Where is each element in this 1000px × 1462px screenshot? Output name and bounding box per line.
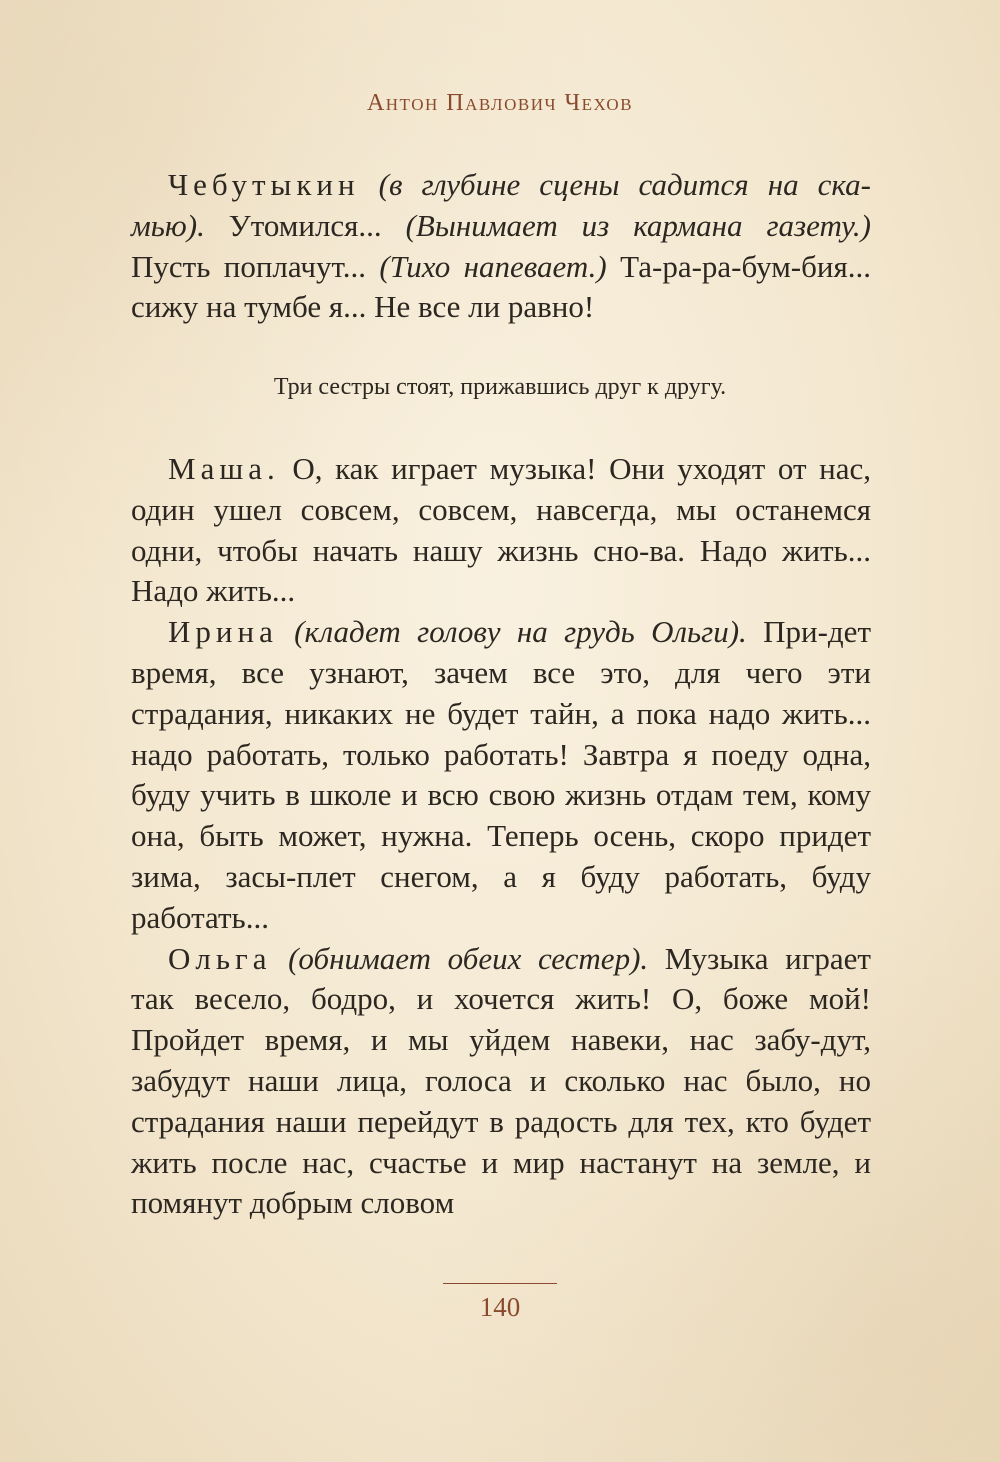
running-header: Антон Павлович Чехов: [366, 90, 634, 116]
speaker-name: Маша.: [168, 451, 280, 486]
paragraph-olga: [131, 939, 871, 1225]
paragraph-masha: [131, 449, 871, 612]
speech-text: Музыка играет так весело, бодро, и хочется жить! О, боже мой! Пройдет время, и мы уйдем навеки, нас забу-дут, забудут наши лица, голоса и сколько нас было, но страдания наши перейдут в радость для тех, кто будет жить после нас, счастье и мир настанут на земле, и помянут добрым словом: [131, 940, 871, 1221]
stage-remark: (кладет голову на грудь Ольги).: [277, 614, 747, 650]
speech-text: Пусть поплачут...: [131, 248, 380, 284]
stage-remark: (в глубине сцены садится на ска-мью).: [131, 167, 871, 243]
folio-divider: [443, 1283, 557, 1284]
speech-text: Утомился...: [204, 207, 406, 243]
stage-remark: (Вынимает из кармана газету.): [405, 207, 871, 243]
page-number: 140: [479, 1292, 521, 1322]
speaker-name: Ирина: [168, 614, 278, 650]
paragraph-chebutykin: [131, 165, 871, 328]
speech-text: При-дет время, все узнают, зачем все это, для чего эти страдания, никаких не будет тайн, а пока надо жить... надо работать, только работать! Завтра я поеду одна, буду учить в школе и всю свою жизнь отдам тем, кому она, быть может, нужна. Теперь осень, скоро придет зима, засы-плет снегом, а я буду работать, буду работать...: [131, 614, 871, 935]
speech-text: Та-ра-ра-бум-бия... сижу на тумбе я... Не все ли равно!: [131, 248, 872, 325]
speech-text: О, как играет музыка! Они уходят от нас, один ушел совсем, совсем, навсегда, мы останемся одни, чтобы начать нашу жизнь сно-ва. Надо жить... Надо жить...: [131, 451, 871, 609]
chebutykin-block: [131, 165, 871, 328]
speaker-name: Ольга: [168, 940, 272, 976]
dialogue-block: [131, 449, 871, 1224]
paragraph-irina: [131, 612, 871, 938]
stage-remark: (Тихо напевает.): [379, 248, 607, 284]
speaker-name: Чебутыкин: [168, 167, 360, 202]
stage-remark: (обнимает обеих сестер).: [271, 940, 649, 976]
stage-direction-centered: Три сестры стоят, прижавшись друг к другу.: [273, 374, 727, 400]
